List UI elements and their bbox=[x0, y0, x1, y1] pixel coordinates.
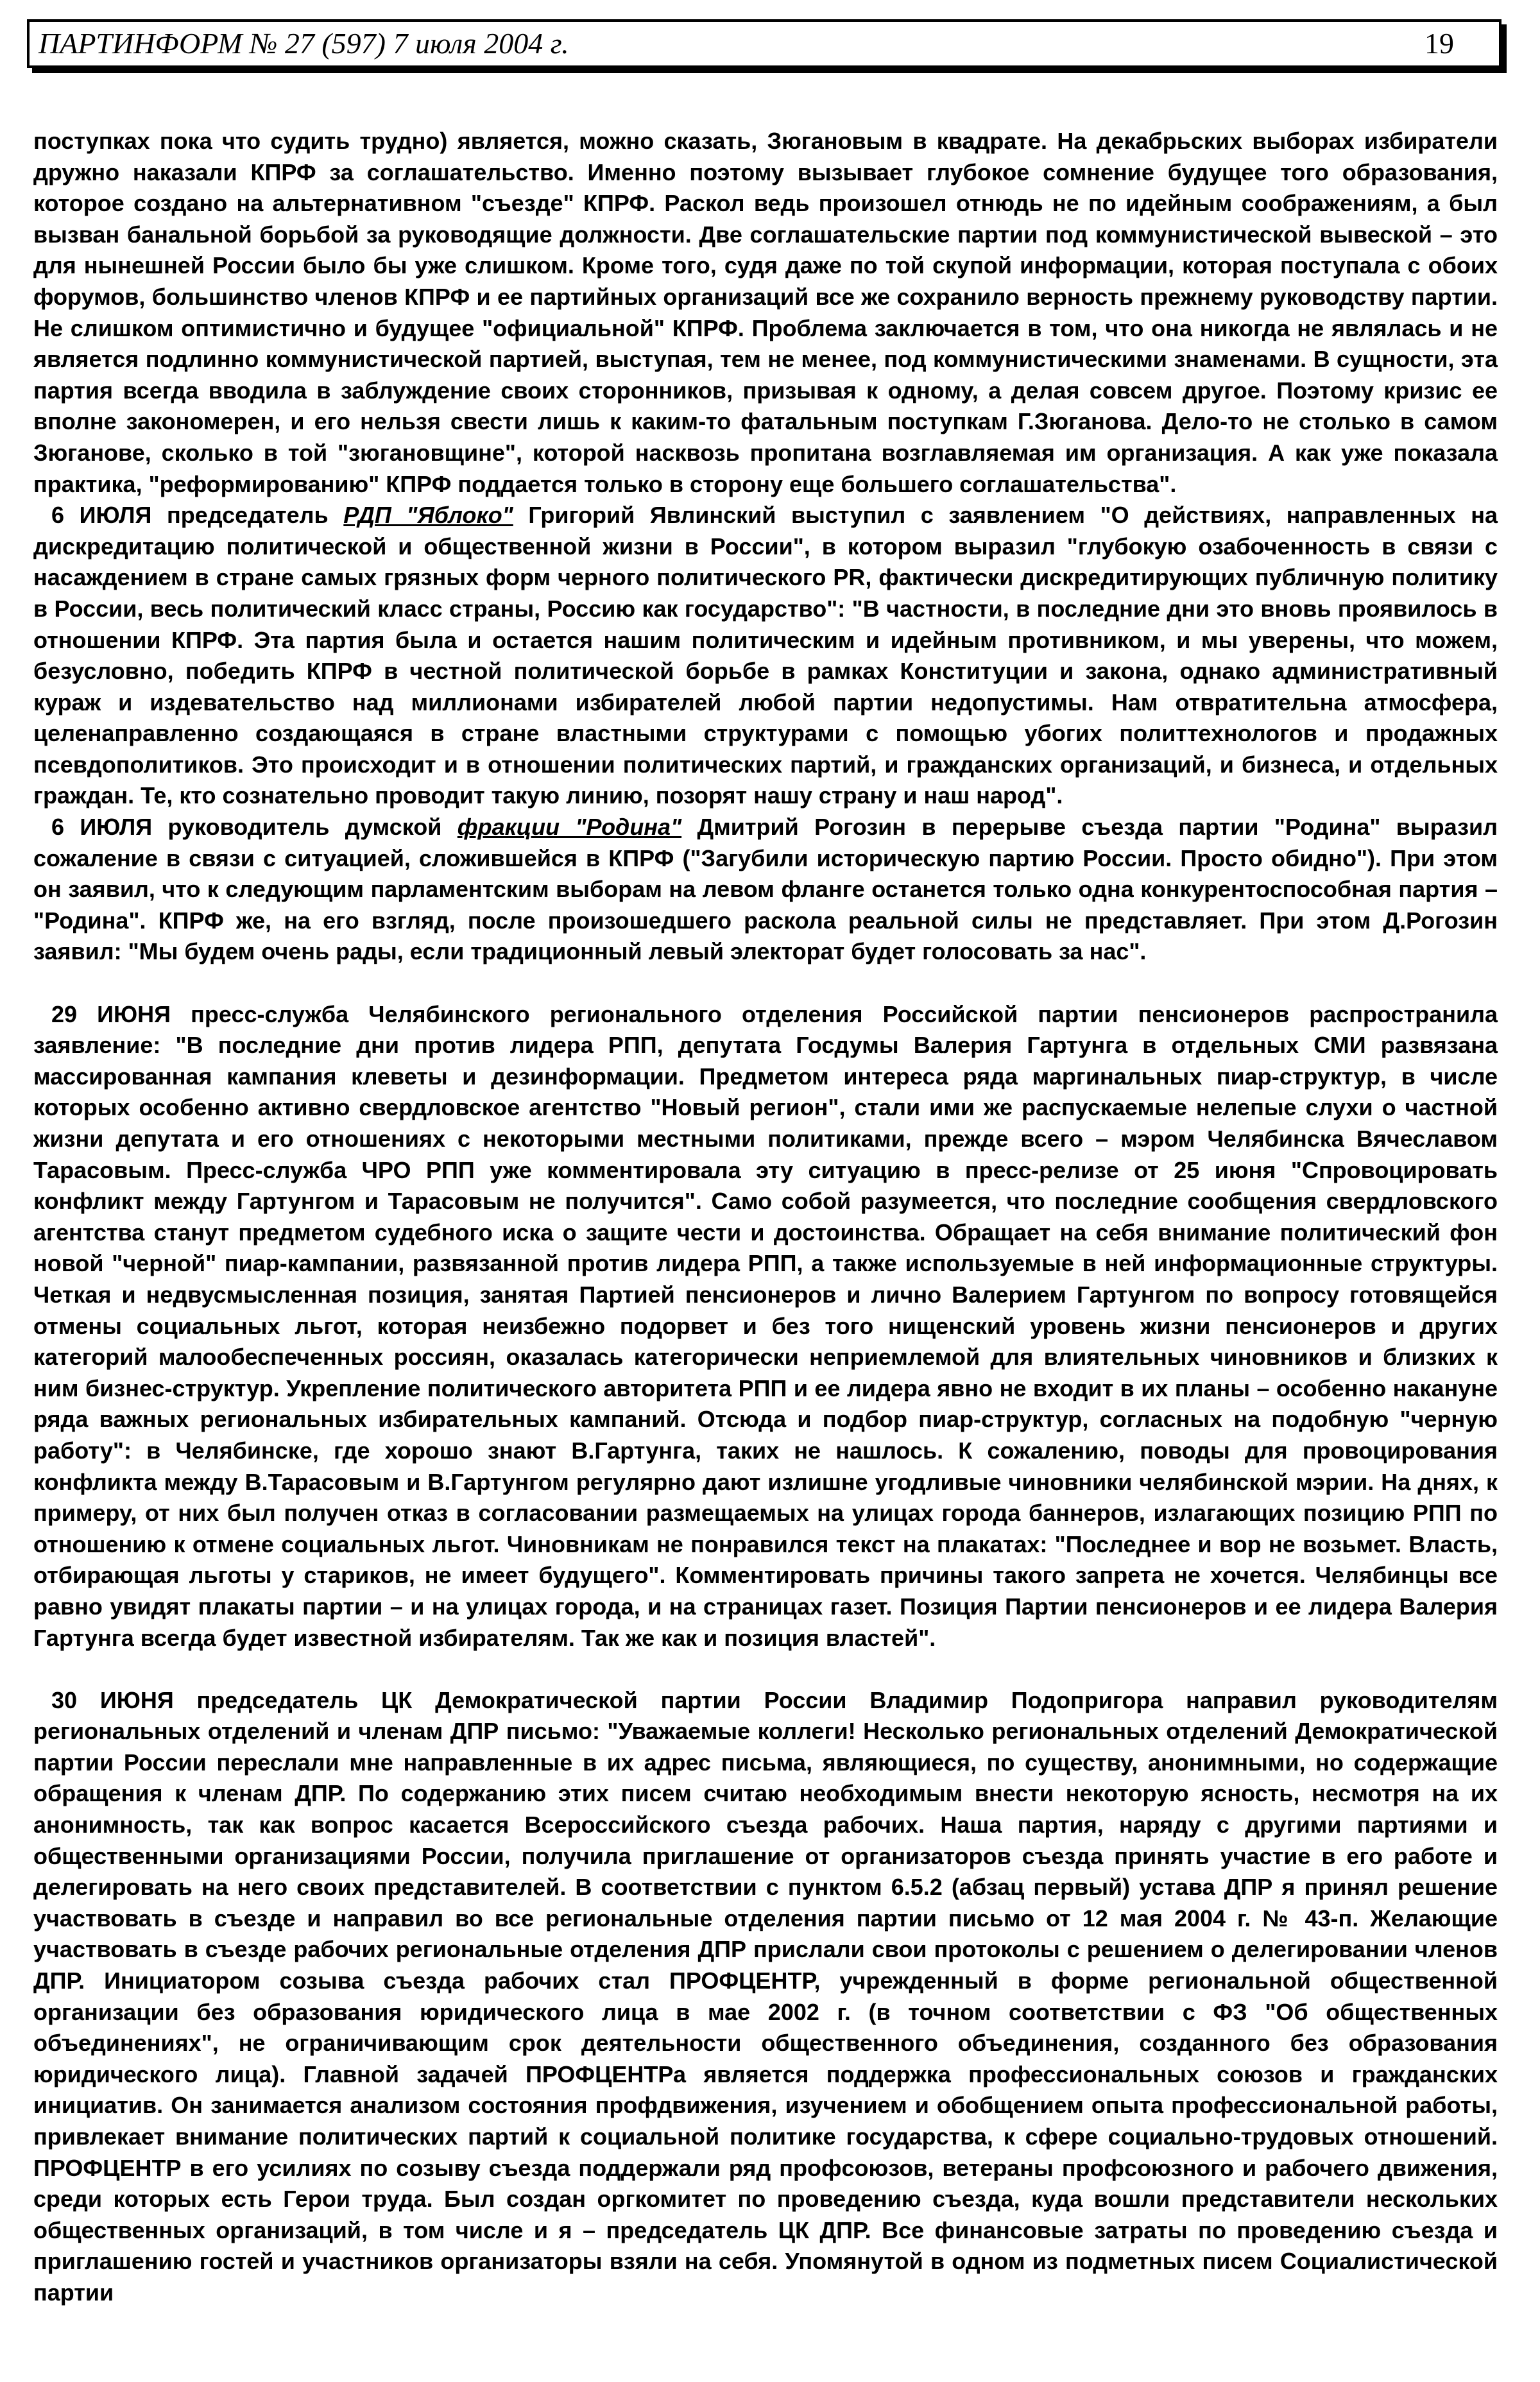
link-rodina[interactable]: фракции "Родина" bbox=[457, 814, 682, 841]
paragraph-text: Григорий Явлинский выступил с заявлением "О действиях, направленных на дискредитацию политической и общественной жизни в России", в котором выразил "глубокую озабоченность в связи с насаждением в стране самых грязных форм черного политического PR, фактически дискредитирующих публичную политику в России, весь политический класс страны, Россию как государство": "В частности, в последние дни это вновь проявилось в отношении КПРФ. Эта партия была и остается нашим политическим и идейным противником, и мы уверены, что можем, безусловно, победить КПРФ в честной политической борьбе в рамках Конституции и закона, однако административный кураж и издевательство над миллионами избирателей любой партии недопустимы. Нам отвратительна атмосфера, целенаправленно создающаяся в стране властными структурами с помощью убогих политтехнологов и продажных псевдополитиков. Это происходит и в отношении политических партий, и гражданских организаций, и бизнеса, и отдельных граждан. Те, кто сознательно проводит такую линию, позорят нашу страну и наш народ". bbox=[33, 502, 1498, 809]
publication-title: ПАРТИНФОРМ № 27 (597) 7 июля 2004 г. bbox=[38, 27, 569, 60]
paragraph-pensioners: 29 ИЮНЯ пресс-служба Челябинского регионального отделения Российской партии пенсионеров распространила заявление: "В последние дни против лидера РПП, депутата Госдумы Валерия Гартунга в отдельных СМИ развязана массированная кампания клеветы и дезинформации. Предметом интереса ряда маргинальных пиар-структур, в числе которых особенно активно свердловское агентство "Новый регион", стали ими же распускаемые нелепые слухи о частной жизни депутата и его отношениях с некоторыми местными политиками, прежде всего – мэром Челябинска Вячеславом Тарасовым. Пресс-служба ЧРО РПП уже комментировала эту ситуацию в пресс-релизе от 25 июня "Спровоцировать конфликт между Гартунгом и Тарасовым не получится". Само собой разумеется, что последние сообщения свердловского агентства станут предметом судебного иска о защите чести и достоинства. Обращает на себя внимание политический фон новой "черной" пиар-кампании, развязанной против лидера РПП, а также используемые в ней информационные структуры. Четкая и недвусмысленная позиция, занятая Партией пенсионеров и лично Валерием Гартунгом по вопросу готовящейся отмены социальных льгот, которая неизбежно подорвет и без того нищенский уровень жизни пенсионеров и других категорий малообеспеченных россиян, оказалась категорически неприемлемой для влиятельных чиновников и близких к ним бизнес-структур. Укрепление политического авторитета РПП и ее лидера явно не входит в их планы – особенно накануне ряда важных региональных избирательных кампаний. Отсюда и подбор пиар-структур, согласных на подобную "черную работу": в Челябинске, где хорошо знают В.Гартунга, таких не нашлось. К сожалению, поводы для провоцирования конфликта между В.Тарасовым и В.Гартунгом регулярно дают излишне угодливые чиновники челябинской мэрии. На днях, к примеру, от них был получен отказ в согласовании размещаемых на улицах города баннеров, излагающих позицию РПП по отношению к отмене социальных льгот. Чиновникам не понравился текст на плакатах: "Последнее и вор не возьмет. Власть, отбирающая льготы у стариков, не имеет будущего". Комментировать причины такого запрета не хочется. Челябинцы все равно увидят плакаты партии – и на улицах города, и на страницах газет. Позиция Партии пенсионеров и ее лидера Валерия Гартунга всегда будет известной избирателям. Так же как и позиция властей". bbox=[33, 1000, 1498, 1651]
paragraph-dpr: 30 ИЮНЯ председатель ЦК Демократической партии России Владимир Подопригора направил руководителям региональных отделений и членам ДПР письмо: "Уважаемые коллеги! Несколько региональных отделений Демократической партии России переслали мне направленные в их адрес письма, являющиеся, по существу, анонимными, но содержащие обращения к членам ДПР. По содержанию этих писем считаю необходимым внести некоторую ясность, несмотря на их анонимность, так как вопрос касается Всероссийского съезда рабочих. Наша партия, наряду с другими партиями и общественными организациями России, получила приглашение от организаторов съезда принять участие в его работе и делегировать на него своих представителей. В соответствии с пунктом 6.5.2 (абзац первый) устава ДПР я принял решение участвовать в съезде и направил во все региональные отделения партии письмо от 12 мая 2004 г. № 43-п. Желающие участвовать в съезде рабочих региональные отделения ДПР прислали свои протоколы с решением о делегировании членов ДПР. Инициатором созыва съезда рабочих стал ПРОФЦЕНТР, учрежденный в форме региональной общественной организации без образования юридического лица в мае 2002 г. (в точном соответствии с ФЗ "Об общественных объединениях", не ограничивающим срок деятельности общественного объединения, созданного без образования юридического лица). Главной задачей ПРОФЦЕНТРа является поддержка профессиональных союзов и гражданских инициатив. Он занимается анализом состояния профдвижения, изучением и обобщением опыта профессиональной работы, привлекает внимание политических партий к социальной политике государства, к сфере социально-трудовых отношений. ПРОФЦЕНТР в его усилиях по созыву съезда поддержали ряд профсоюзов, ветераны профсоюзного и рабочего движения, среди которых есть Герои труда. Был создан оргкомитет по проведению съезда, куда вошли представители нескольких общественных организаций, в том числе и я – председатель ЦК ДПР. Все финансовые затраты по проведению съезда и приглашению гостей и участников организаторы взяли на себя. Упомянутой в одном из подметных писем Социалистической партии bbox=[33, 1686, 1498, 2306]
paragraph-text: Дмитрий Рогозин в перерыве съезда партии "Родина" выразил сожаление в связи с ситуацией, сложившейся в КПРФ ("Загубили историческую партию России. Просто обидно"). При этом он заявил, что к следующим парламентским выборам на левом фланге останется только одна конкурентоспособная партия – "Родина". КПРФ же, на его взгляд, после произошедшего раскола реальной силы не представляет. При этом Д.Рогозин заявил: "Мы будем очень рады, если традиционный левый электорат будет голосовать за нас". bbox=[33, 814, 1498, 965]
page-header bbox=[27, 19, 1502, 68]
paragraph-rodina bbox=[33, 812, 1498, 968]
paragraph-text: 6 ИЮЛЯ председатель bbox=[51, 502, 344, 529]
paragraph-yabloko bbox=[33, 500, 1498, 812]
paragraph-text: 6 ИЮЛЯ руководитель думской bbox=[51, 814, 458, 841]
paragraph-continuation: поступках пока что судить трудно) является, можно сказать, Зюгановым в квадрате. На декабрьских выборах избиратели дружно наказали КПРФ за соглашательство. Именно поэтому вызывает глубокое сомнение будущее того образования, которое создано на альтернативном "съезде" КПРФ. Раскол ведь произошел отнюдь не по идейным соображениям, а был вызван банальной борьбой за руководящие должности. Две соглашательские партии под коммунистической вывеской – это для нынешней России было бы уже слишком. Кроме того, судя даже по той скупой информации, которая поступала с обоих форумов, большинство членов КПРФ и ее партийных организаций все же сохранило верность прежнему руководству партии. Не слишком оптимистично и будущее "официальной" КПРФ. Проблема заключается в том, что она никогда не являлась и не является подлинно коммунистической партией, выступая, тем не менее, под коммунистическими знаменами. В сущности, эта партия всегда вводила в заблуждение своих сторонников, призывая к одному, а делая совсем другое. Поэтому кризис ее вполне закономерен, и его нельзя свести лишь к каким-то фатальным поступкам Г.Зюганова. Дело-то не столько в самом Зюганове, сколько в той "зюгановщине", которой насквозь пропитана возглавляемая им организация. А как уже показала практика, "реформированию" КПРФ поддается только в сторону еще большего соглашательства". bbox=[33, 128, 1498, 497]
article-body bbox=[33, 126, 1498, 2309]
link-yabloko[interactable]: РДП "Яблоко" bbox=[343, 502, 513, 529]
page-number: 19 bbox=[1425, 27, 1454, 60]
